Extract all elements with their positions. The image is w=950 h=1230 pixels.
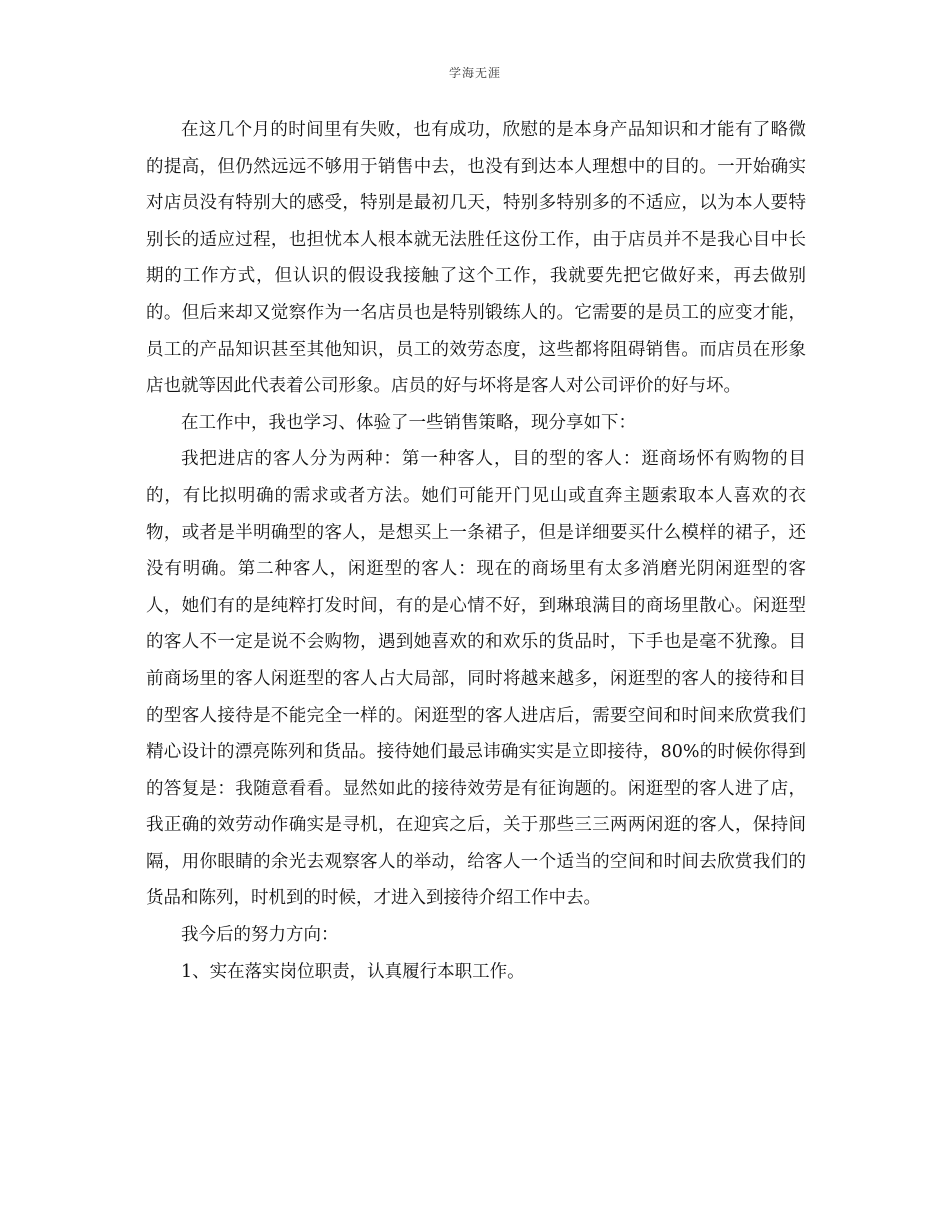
paragraph-sales-intro: 在工作中，我也学习、体验了一些销售策略，现分享如下：	[181, 412, 636, 433]
paragraph-item-1: 1、实在落实岗位职责，认真履行本职工作。	[181, 961, 525, 982]
paragraph-future-direction: 我今后的努力方向：	[181, 925, 339, 946]
page-header: 学海无涯	[448, 66, 501, 80]
document-body	[146, 112, 806, 990]
paragraph-customer-types: 我把进店的客人分为两种：第一种客人，目的型的客人：逛商场怀有购物的目的，有比拟明确的需求或者方法。她们可能开门见山或直奔主题索取本人喜欢的衣物，或者是半明确型的客人，是想买上一条裙子，但是详细要买什么模样的裙子，还没有明确。第二种客人，闲逛型的客人：现在的商场里有太多消磨光阴闲逛型的客人，她们有的是纯粹打发时间，有的是心情不好，到琳琅满目的商场里散心。闲逛型的客人不一定是说不会购物，遇到她喜欢的和欢乐的货品时，下手也是毫不犹豫。目前商场里的客人闲逛型的客人占大局部，同时将越来越多，闲逛型的客人的接待和目的型客人接待是不能完全一样的。闲逛型的客人进店后，需要空间和时间来欣赏我们精心设计的漂亮陈列和货品。接待她们最忌讳确实实是立即接待，80%的时候你得到的答复是：我随意看看。显然如此的接待效劳是有征询题的。闲逛型的客人进了店，我正确的效劳动作确实是寻机，在迎宾之后，关于那些三三两两闲逛的客人，保持间隔，用你眼睛的余光去观察客人的举动，给客人一个适当的空间和时间去欣赏我们的货品和陈列，时机到的时候，才进入到接待介绍工作中去。	[146, 449, 806, 909]
paragraph-reflection: 在这几个月的时间里有失败，也有成功，欣慰的是本身产品知识和才能有了略微的提高，但仍然远远不够用于销售中去，也没有到达本人理想中的目的。一开始确实对店员没有特别大的感受，特别是最初几天，特别多特别多的不适应，以为本人要特别长的适应过程，也担忧本人根本就无法胜任这份工作，由于店员并不是我心目中长期的工作方式，但认识的假设我接触了这个工作，我就要先把它做好来，再去做别的。但后来却又觉察作为一名店员也是特别锻练人的。它需要的是员工的应变才能，员工的产品知识甚至其他知识，员工的效劳态度，这些都将阻碍销售。而店员在形象店也就等因此代表着公司形象。店员的好与坏将是客人对公司评价的好与坏。	[146, 120, 806, 397]
